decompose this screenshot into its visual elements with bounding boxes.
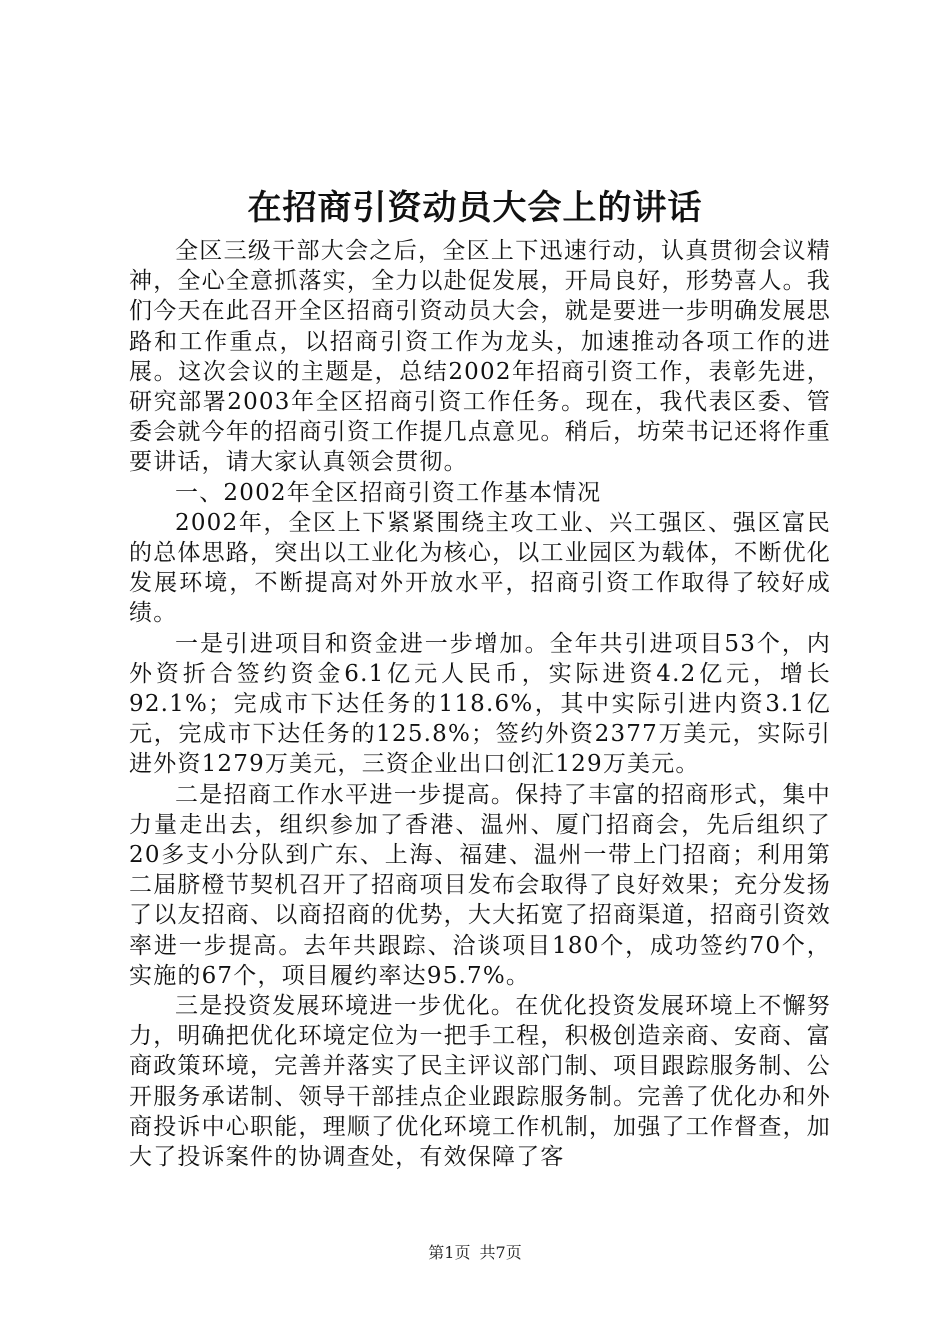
section-heading-1: 一、2002年全区招商引资工作基本情况 [175, 479, 602, 506]
paragraph-point-1: 一是引进项目和资金进一步增加。全年共引进项目53个，内外资折合签约资金6.1亿元人民币，实际进资4.2亿元，增长92.1%；完成市下达任务的118.6%，其中实际引进内资3.1亿元，完成市下达任务的125.8%；签约外资2377万美元，实际引进外资1279万美元，三资企业出口创汇129万美元。 [129, 630, 831, 778]
paragraph-overview: 2002年，全区上下紧紧围绕主攻工业、兴工强区、强区富民的总体思路，突出以工业化为核心，以工业园区为载体，不断优化发展环境，不断提高对外开放水平，招商引资工作取得了较好成绩。 [129, 509, 831, 627]
paragraph-intro: 全区三级干部大会之后，全区上下迅速行动，认真贯彻会议精神，全心全意抓落实，全力以赴促发展，开局良好，形势喜人。我们今天在此召开全区招商引资动员大会，就是要进一步明确发展思路和工作重点，以招商引资工作为龙头，加速推动各项工作的进展。这次会议的主题是，总结2002年招商引资工作，表彰先进，研究部署2003年全区招商引资工作任务。现在，我代表区委、管委会就今年的招商引资工作提几点意见。稍后，坊荣书记还将作重要讲话，请大家认真领会贯彻。 [129, 238, 831, 476]
page-total: 共7页 [479, 1243, 522, 1262]
paragraph-point-3: 三是投资发展环境进一步优化。在优化投资发展环境上不懈努力，明确把优化环境定位为一把手工程，积极创造亲商、安商、富商政策环境，完善并落实了民主评议部门制、项目跟踪服务制、公开服务承诺制、领导干部挂点企业跟踪服务制。完善了优化办和外商投诉中心职能，理顺了优化环境工作机制，加强了工作督查，加大了投诉案件的协调查处，有效保障了客 [129, 993, 831, 1171]
paragraph-point-2: 二是招商工作水平进一步提高。保持了丰富的招商形式，集中力量走出去，组织参加了香港、温州、厦门招商会，先后组织了20多支小分队到广东、上海、福建、温州一带上门招商；利用第二届脐橙节契机召开了招商项目发布会取得了良好效果；充分发扬了以友招商、以商招商的优势，大大拓宽了招商渠道，招商引资效率进一步提高。去年共跟踪、洽谈项目180个，成功签约70个，实施的67个，项目履约率达95.7%。 [129, 781, 831, 989]
page-number: 第1页 [428, 1243, 471, 1262]
document-body [129, 236, 831, 1172]
page-footer [0, 1243, 950, 1263]
document-title: 在招商引资动员大会上的讲话 [247, 188, 703, 228]
